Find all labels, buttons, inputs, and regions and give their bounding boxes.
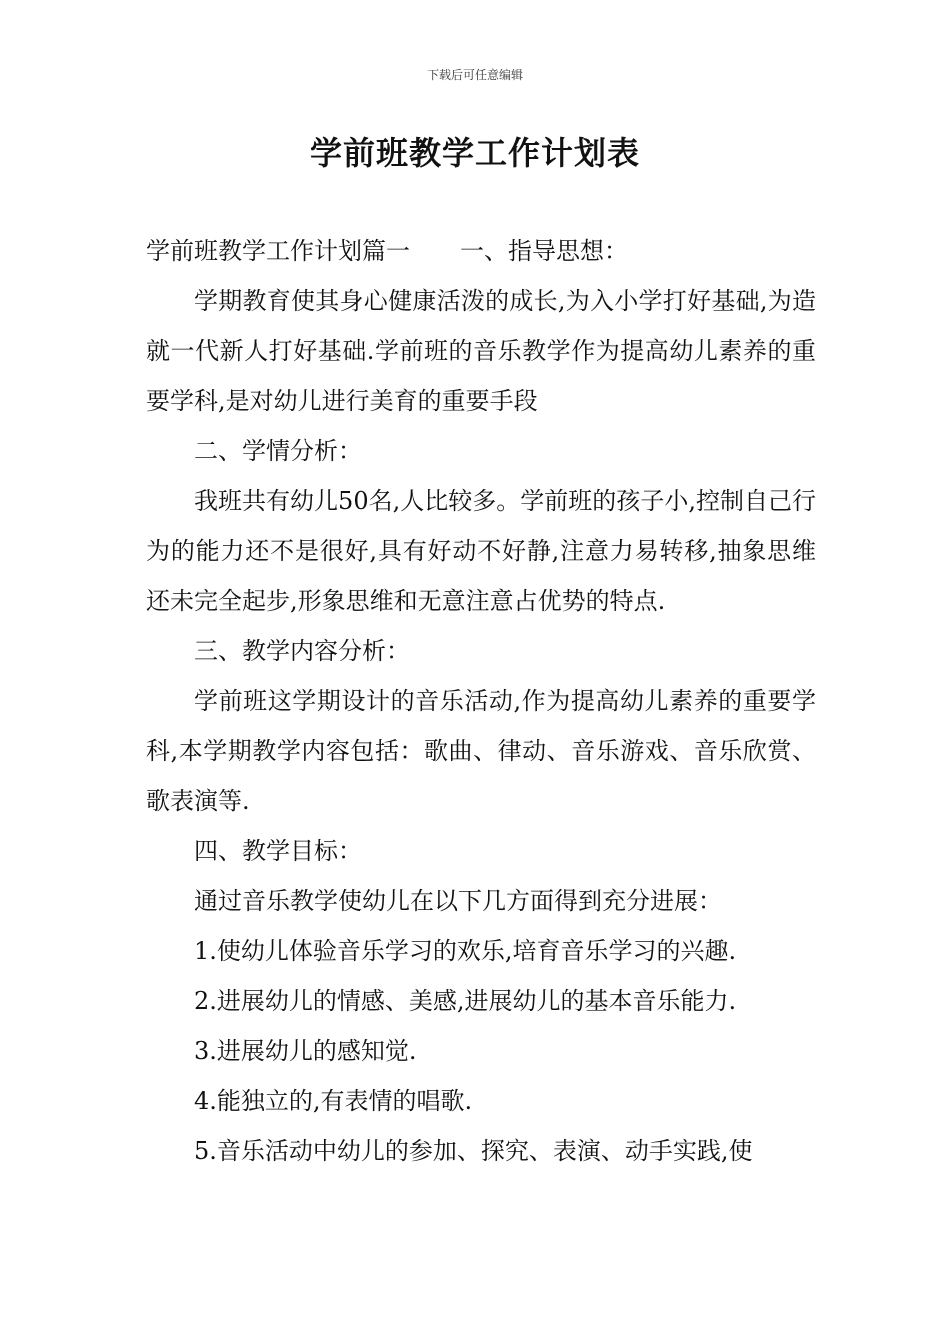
document-body bbox=[146, 226, 816, 1176]
paragraph-goals-intro: 通过音乐教学使幼儿在以下几方面得到充分进展： bbox=[194, 887, 722, 915]
goal-item-5: 5.音乐活动中幼儿的参加、探究、表演、动手实践,使 bbox=[194, 1137, 753, 1165]
goal-item-3: 3.进展幼儿的感知觉. bbox=[194, 1037, 417, 1065]
goal-item-2: 2.进展幼儿的情感、美感,进展幼儿的基本音乐能力. bbox=[194, 987, 737, 1015]
section-heading-3: 三、教学内容分析： bbox=[194, 637, 410, 665]
opening-line bbox=[146, 226, 816, 276]
document-title: 学前班教学工作计划表 bbox=[309, 134, 640, 172]
section-heading-1: 一、指导思想： bbox=[460, 237, 628, 265]
goal-item-4: 4.能独立的,有表情的唱歌. bbox=[194, 1087, 473, 1115]
goal-item-1: 1.使幼儿体验音乐学习的欢乐,培育音乐学习的兴趣. bbox=[194, 937, 737, 965]
header-note: 下载后可任意编辑 bbox=[426, 68, 523, 82]
paragraph-content-analysis: 学前班这学期设计的音乐活动,作为提高幼儿素养的重要学科,本学期教学内容包括：歌曲、律动、音乐游戏、音乐欣赏、歌表演等. bbox=[146, 687, 816, 815]
section-heading-2: 二、学情分析： bbox=[194, 437, 362, 465]
section-heading-4: 四、教学目标： bbox=[194, 837, 362, 865]
paragraph-guiding-thought: 学期教育使其身心健康活泼的成长,为入小学打好基础,为造就一代新人打好基础.学前班的音乐教学作为提高幼儿素养的重要学科,是对幼儿进行美育的重要手段 bbox=[146, 287, 816, 415]
plan-heading: 学前班教学工作计划篇一 bbox=[146, 237, 410, 265]
paragraph-student-analysis: 我班共有幼儿50名,人比较多。学前班的孩子小,控制自己行为的能力还不是很好,具有好动不好静,注意力易转移,抽象思维还未完全起步,形象思维和无意注意占优势的特点. bbox=[146, 487, 816, 615]
